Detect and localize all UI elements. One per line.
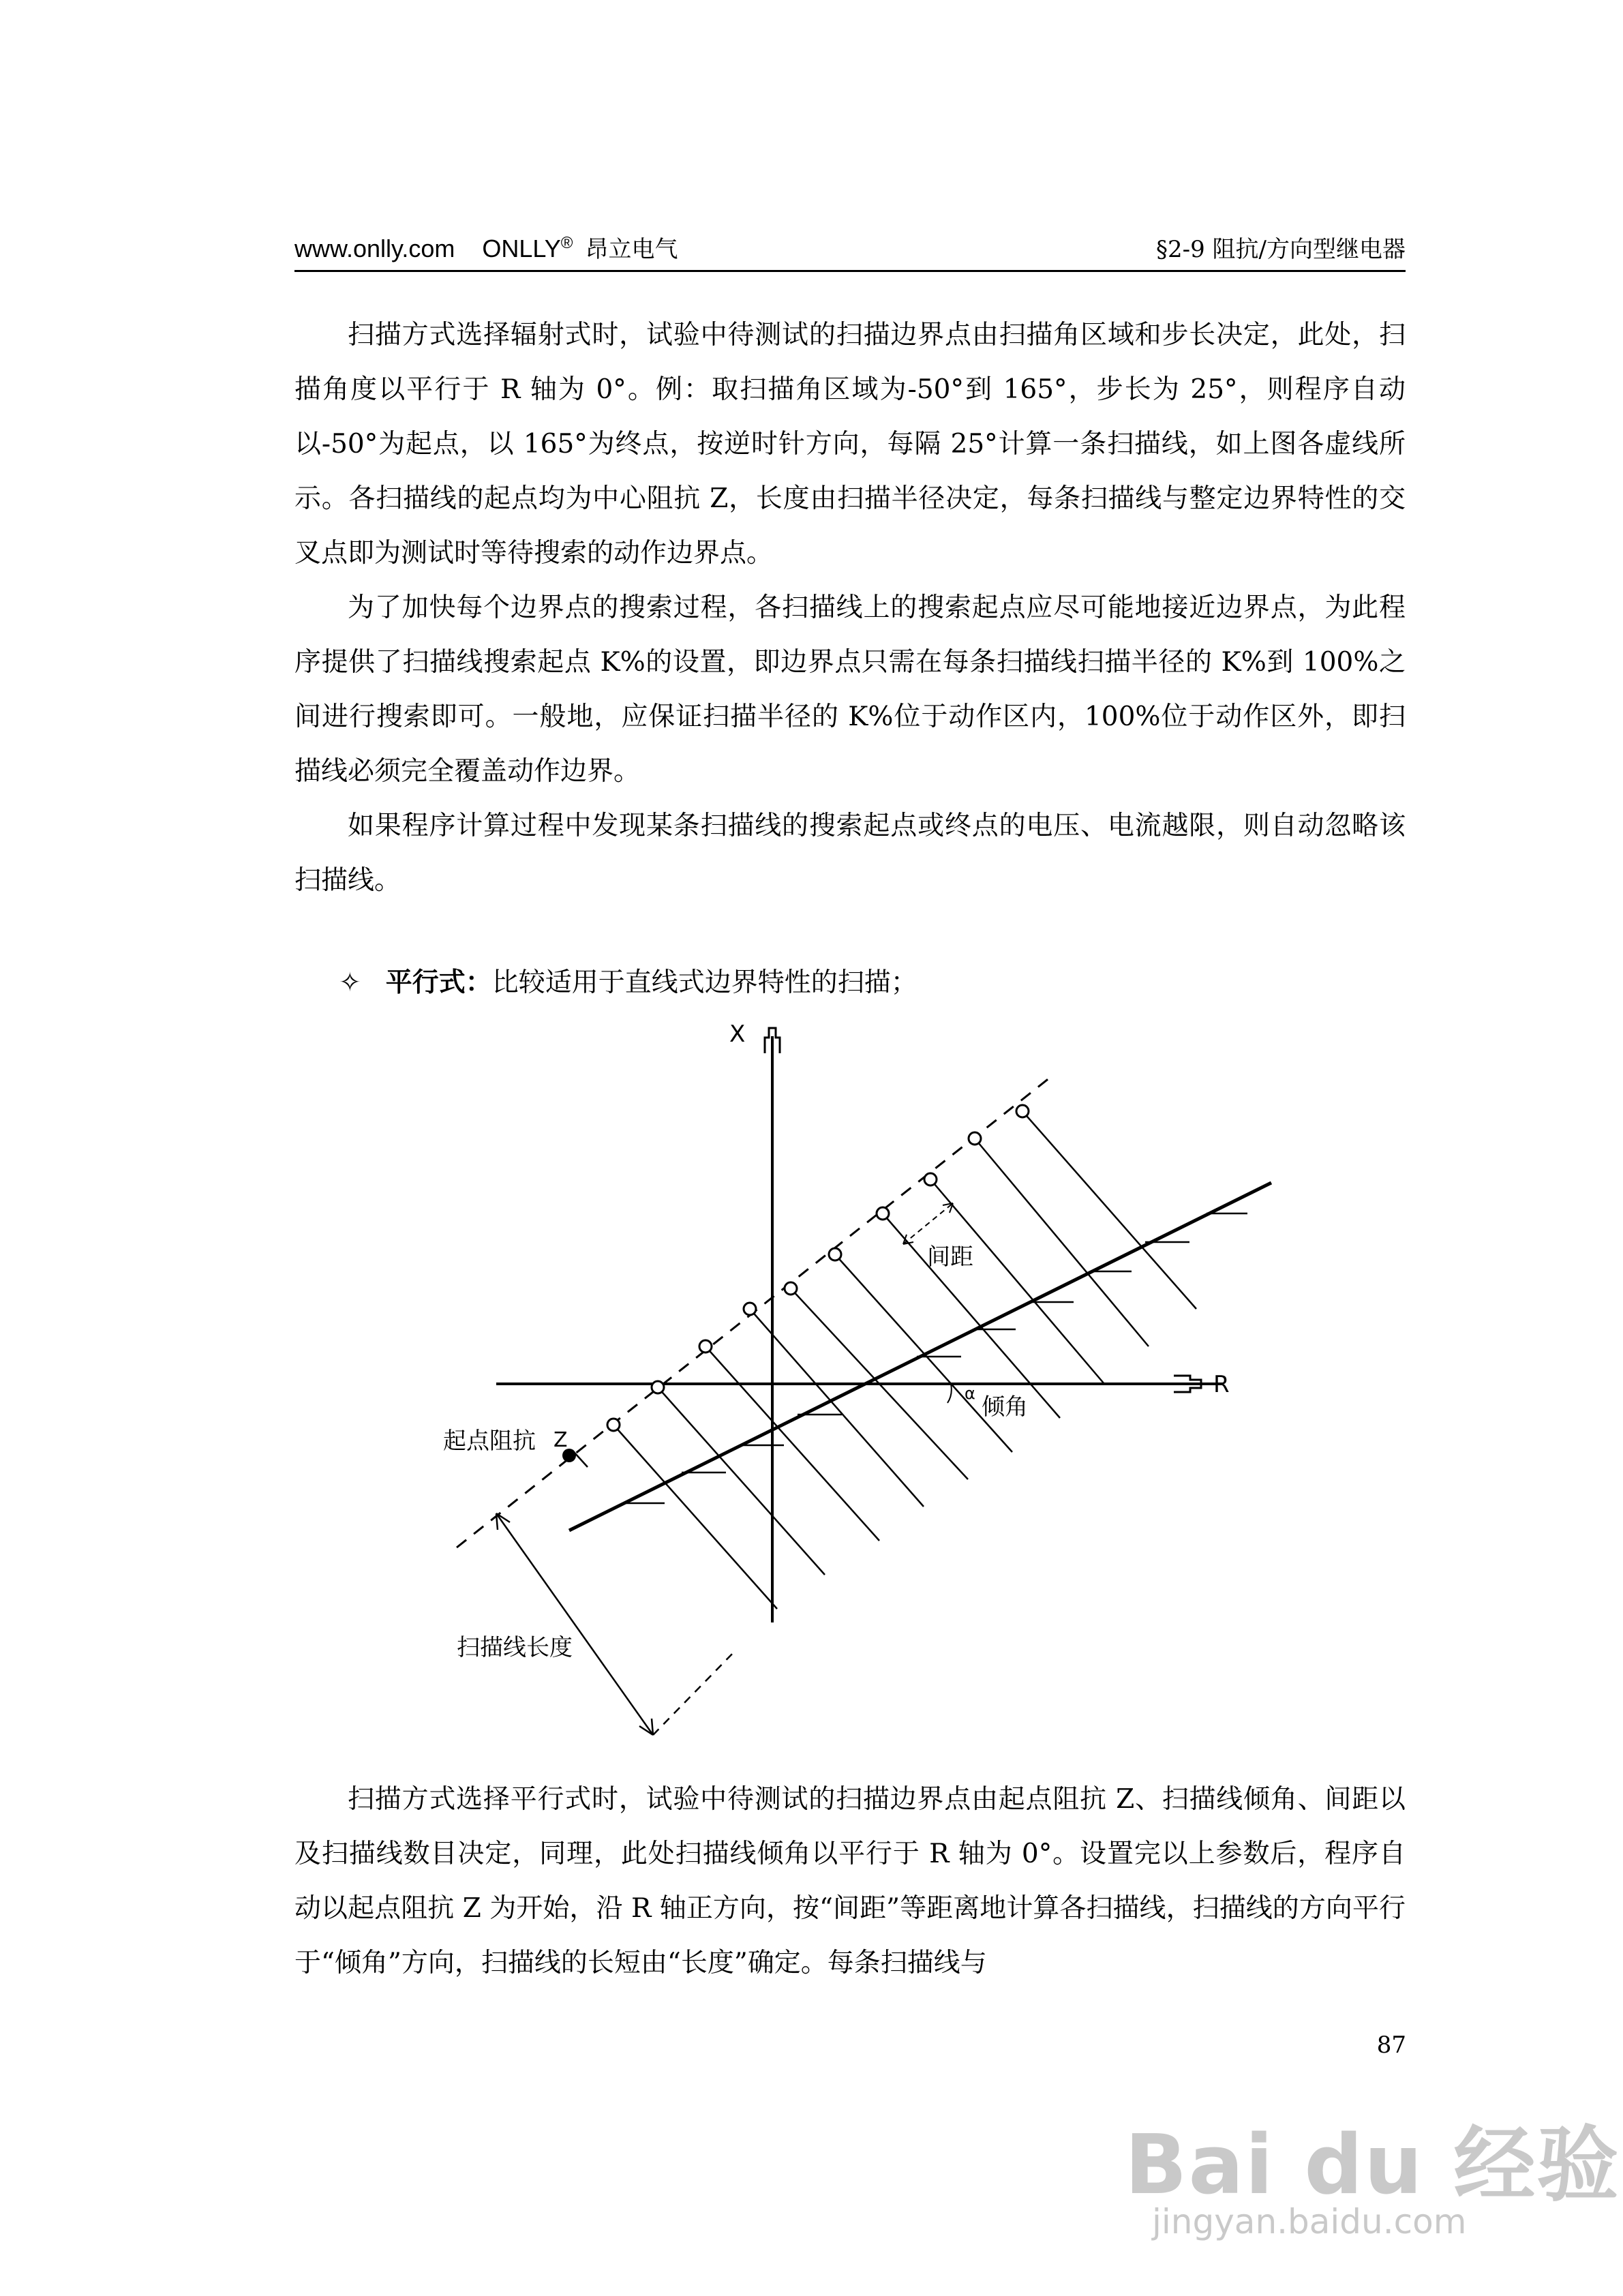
scan-line: [835, 1254, 1012, 1452]
bullet-parallel: [339, 961, 917, 999]
start-point-marker: [924, 1173, 937, 1185]
paragraph-radial-scan: 扫描方式选择辐射式时，试验中待测试的扫描边界点由扫描角区域和步长决定，此处，扫描角度以平行于 R 轴为 0°。例：取扫描角区域为-50°到 165°，步长为 25°，则程序自动以-50°为起点，以 165°为终点，按逆时针方向，每隔 25°计算一条扫描线，如上图各虚线所示。各扫描线的起点均为中心阻抗 Z，长度由扫描半径决定，每条扫描线与整定边界特性的交叉点即为测试时等待搜索的动作边界点。: [294, 320, 1406, 569]
header-company: 昂立电气: [585, 236, 678, 263]
diamond-bullet-icon: ✧: [339, 967, 361, 998]
scan-lines: [613, 1111, 1196, 1609]
length-arrow: [496, 1513, 653, 1735]
scan-line: [613, 1425, 777, 1609]
start-impedance-label: 起点阻抗: [443, 1428, 536, 1455]
z-label: Z: [553, 1428, 568, 1452]
watermark-url: jingyan.baidu.com: [1152, 2202, 1467, 2241]
scan-line: [930, 1179, 1104, 1384]
start-point-marker: [829, 1248, 841, 1260]
page-header: [294, 235, 1406, 269]
alpha-label: α: [965, 1384, 975, 1403]
paragraph-limit: 如果程序计算过程中发现某条扫描线的搜索起点或终点的电压、电流越限，则自动忽略该扫描线。: [294, 811, 1406, 896]
spacing-label: 间距: [927, 1243, 973, 1271]
start-point-marker: [969, 1132, 981, 1145]
page-number: 87: [1376, 2031, 1406, 2059]
angle-arc: [947, 1384, 952, 1403]
start-point-marker: [652, 1381, 664, 1393]
parallel-scan-diagram: [423, 1002, 1295, 1772]
start-point-marker: [607, 1419, 620, 1431]
header-left: [294, 230, 678, 264]
bullet-title: 平行式：: [385, 967, 492, 998]
header-site: www.onlly.com: [294, 235, 455, 262]
start-point-marker: [744, 1303, 756, 1315]
baidu-watermark: [1125, 2100, 1620, 2277]
header-section: §2-9 阻抗/方向型继电器: [1155, 236, 1406, 263]
length-extension: [653, 1650, 736, 1735]
paragraph-search-start: 为了加快每个边界点的搜索过程，各扫描线上的搜索起点应尽可能地接近边界点，为此程序提供了扫描线搜索起点 K%的设置，即边界点只需在每条扫描线扫描半径的 K%到 100%之间进行搜索即可。一般地，应保证扫描半径的 K%位于动作区内，100%位于动作区外，即扫描线必须完全覆盖动作边界。: [294, 592, 1406, 787]
x-axis-label: X: [729, 1021, 746, 1048]
spacing-arrow: [903, 1203, 953, 1244]
z-tick: [574, 1452, 588, 1467]
paragraph-parallel-scan: 扫描方式选择平行式时，试验中待测试的扫描边界点由起点阻抗 Z、扫描线倾角、间距以及扫描线数目决定，同理，此处扫描线倾角以平行于 R 轴为 0°。设置完以上参数后，程序自动以起点阻抗 Z 为开始，沿 R 轴正方向，按“间距”等距离地计算各扫描线，扫描线的方向平行于“倾角”方向，扫描线的长短由“长度”确定。每条扫描线与: [294, 1784, 1406, 1978]
angle-label: 倾角: [982, 1393, 1028, 1421]
start-point-marker: [877, 1207, 889, 1220]
watermark-logo: Bai du 经验: [1125, 2118, 1620, 2213]
scan-line: [1022, 1111, 1196, 1309]
length-label: 扫描线长度: [457, 1634, 573, 1661]
header-rule: [294, 270, 1406, 272]
start-point-marker: [1016, 1105, 1029, 1117]
bullet-text: 比较适用于直线式边界特性的扫描；: [491, 967, 917, 998]
r-axis-label: R: [1213, 1371, 1230, 1398]
registered-mark: ®: [560, 234, 573, 252]
start-point-marker: [785, 1282, 797, 1295]
header-brand: ONLLY: [482, 235, 561, 262]
scan-line: [706, 1346, 879, 1541]
start-point-marker: [699, 1340, 712, 1353]
